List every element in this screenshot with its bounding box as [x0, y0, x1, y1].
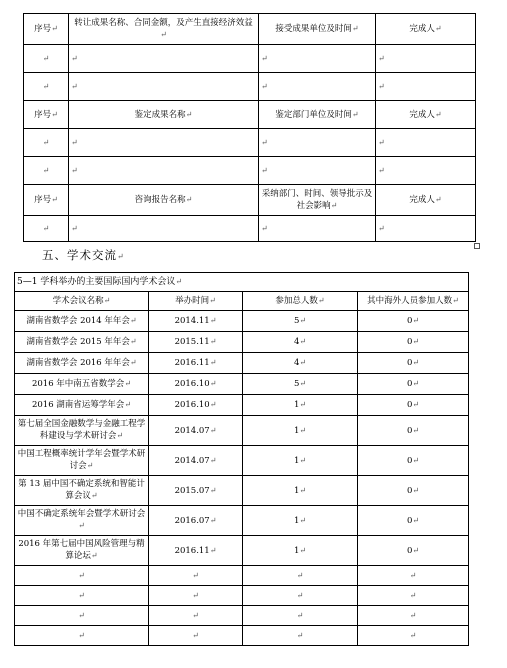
column-header: 其中海外人员参加人数↵ [358, 292, 469, 311]
empty-cell[interactable]: ↵ [358, 566, 469, 586]
table-cell-total[interactable]: 1↵ [243, 416, 358, 446]
table-row [15, 353, 469, 374]
empty-cell[interactable]: ↵ [243, 606, 358, 626]
table-cell-overseas[interactable]: 0↵ [358, 395, 469, 416]
table-row [15, 374, 469, 395]
table-cell-total[interactable]: 5↵ [243, 311, 358, 332]
empty-cell[interactable]: ↵ [376, 129, 476, 157]
column-header-row [15, 292, 469, 311]
empty-row [15, 566, 469, 586]
table-row [15, 332, 469, 353]
consult-header-row [24, 185, 476, 216]
header-cell: 咨询报告名称↵ [69, 185, 259, 216]
table-cell-time[interactable]: 2016.11↵ [149, 536, 243, 566]
conference-table [14, 272, 469, 646]
empty-cell[interactable]: ↵ [24, 73, 69, 101]
empty-cell[interactable]: ↵ [149, 586, 243, 606]
table-title-row [15, 273, 469, 292]
header-cell: 序号↵ [24, 101, 69, 129]
table-cell-time[interactable]: 2016.07↵ [149, 506, 243, 536]
empty-cell[interactable]: ↵ [259, 73, 376, 101]
table-cell-overseas[interactable]: 0↵ [358, 476, 469, 506]
table-cell-overseas[interactable]: 0↵ [358, 446, 469, 476]
empty-cell[interactable]: ↵ [24, 45, 69, 73]
empty-cell[interactable]: ↵ [69, 73, 259, 101]
column-header: 学术会议名称↵ [15, 292, 149, 311]
header-cell: 转让成果名称、合同金额，及产生直接经济效益↵ [69, 14, 259, 45]
table-cell-time[interactable]: 2014.07↵ [149, 416, 243, 446]
table-title: 5—1 学科举办的主要国际国内学术会议↵ [15, 273, 469, 292]
empty-cell[interactable]: ↵ [24, 157, 69, 185]
empty-cell[interactable]: ↵ [259, 129, 376, 157]
empty-cell[interactable]: ↵ [243, 566, 358, 586]
table-row [15, 416, 469, 446]
empty-cell[interactable]: ↵ [69, 157, 259, 185]
table-row [15, 476, 469, 506]
table-cell-name[interactable]: 2016 年第七届中国风险管理与精算论坛↵ [15, 536, 149, 566]
table-cell-time[interactable]: 2014.07↵ [149, 446, 243, 476]
empty-row [24, 45, 476, 73]
achievements-table [23, 13, 476, 242]
empty-cell[interactable]: ↵ [243, 586, 358, 606]
table-row [15, 395, 469, 416]
table-cell-name[interactable]: 湖南省数学会 2016 年年会↵ [15, 353, 149, 374]
table-cell-overseas[interactable]: 0↵ [358, 416, 469, 446]
table-cell-overseas[interactable]: 0↵ [358, 536, 469, 566]
table-cell-time[interactable]: 2015.11↵ [149, 332, 243, 353]
empty-row [24, 129, 476, 157]
header-cell: 鉴定部门单位及时间↵ [259, 101, 376, 129]
table-cell-total[interactable]: 4↵ [243, 353, 358, 374]
empty-row [15, 586, 469, 606]
table-cell-overseas[interactable]: 0↵ [358, 353, 469, 374]
header-cell: 序号↵ [24, 14, 69, 45]
table-cell-time[interactable]: 2016.10↵ [149, 374, 243, 395]
transfer-header-row [24, 14, 476, 45]
table-row [15, 311, 469, 332]
empty-cell[interactable]: ↵ [259, 216, 376, 242]
empty-cell[interactable]: ↵ [24, 216, 69, 242]
empty-cell[interactable]: ↵ [69, 129, 259, 157]
empty-cell[interactable]: ↵ [149, 566, 243, 586]
empty-row [15, 606, 469, 626]
empty-row [24, 157, 476, 185]
table-cell-total[interactable]: 1↵ [243, 506, 358, 536]
table-cell-total[interactable]: 5↵ [243, 374, 358, 395]
table-cell-name[interactable]: 2016 湖南省运筹学年会↵ [15, 395, 149, 416]
empty-cell[interactable]: ↵ [358, 606, 469, 626]
empty-cell[interactable]: ↵ [376, 45, 476, 73]
empty-row [15, 626, 469, 646]
table-cell-overseas[interactable]: 0↵ [358, 506, 469, 536]
table-cell-total[interactable]: 1↵ [243, 395, 358, 416]
header-cell: 接受成果单位及时间↵ [259, 14, 376, 45]
table-cell-name[interactable]: 中国工程概率统计学年会暨学术研讨会↵ [15, 446, 149, 476]
table-cell-total[interactable]: 1↵ [243, 476, 358, 506]
table-cell-name[interactable]: 湖南省数学会 2014 年年会↵ [15, 311, 149, 332]
empty-cell[interactable]: ↵ [24, 129, 69, 157]
table-cell-name[interactable]: 第七届全国金融数学与金融工程学科建设与学术研讨会↵ [15, 416, 149, 446]
empty-cell[interactable]: ↵ [259, 157, 376, 185]
table-row [15, 446, 469, 476]
table-cell-overseas[interactable]: 0↵ [358, 374, 469, 395]
empty-cell[interactable]: ↵ [15, 566, 149, 586]
table-cell-total[interactable]: 1↵ [243, 536, 358, 566]
table-cell-overseas[interactable]: 0↵ [358, 311, 469, 332]
column-header: 举办时间↵ [149, 292, 243, 311]
section-heading: 五、学术交流↵ [42, 248, 125, 262]
table-cell-name[interactable]: 第 13 届中国不确定系统和智能计算会议↵ [15, 476, 149, 506]
table-cell-overseas[interactable]: 0↵ [358, 332, 469, 353]
empty-cell[interactable]: ↵ [15, 606, 149, 626]
table-cell-time[interactable]: 2014.11↵ [149, 311, 243, 332]
table-row [15, 536, 469, 566]
empty-cell[interactable]: ↵ [69, 45, 259, 73]
empty-cell[interactable]: ↵ [376, 73, 476, 101]
table-cell-name[interactable]: 中国不确定系统年会暨学术研讨会↵ [15, 506, 149, 536]
empty-cell[interactable]: ↵ [358, 586, 469, 606]
header-cell: 完成人↵ [376, 185, 476, 216]
table-cell-name[interactable]: 湖南省数学会 2015 年年会↵ [15, 332, 149, 353]
empty-cell[interactable]: ↵ [243, 626, 358, 646]
empty-row [24, 73, 476, 101]
table-cell-total[interactable]: 1↵ [243, 446, 358, 476]
table-cell-time[interactable]: 2016.10↵ [149, 395, 243, 416]
empty-cell[interactable]: ↵ [15, 586, 149, 606]
empty-row [24, 216, 476, 242]
header-cell: 序号↵ [24, 185, 69, 216]
empty-cell[interactable]: ↵ [358, 626, 469, 646]
header-cell: 完成人↵ [376, 14, 476, 45]
empty-cell[interactable]: ↵ [259, 45, 376, 73]
table-row [15, 506, 469, 536]
header-cell: 鉴定成果名称↵ [69, 101, 259, 129]
table-cell-total[interactable]: 4↵ [243, 332, 358, 353]
empty-cell[interactable]: ↵ [376, 216, 476, 242]
column-header: 参加总人数↵ [243, 292, 358, 311]
empty-cell[interactable]: ↵ [15, 626, 149, 646]
empty-cell[interactable]: ↵ [376, 157, 476, 185]
empty-cell[interactable]: ↵ [149, 606, 243, 626]
table-cell-time[interactable]: 2015.07↵ [149, 476, 243, 506]
table-resize-handle[interactable] [474, 243, 480, 249]
appraisal-header-row [24, 101, 476, 129]
empty-cell[interactable]: ↵ [69, 216, 259, 242]
header-cell: 采纳部门、时间、领导批示及社会影响↵ [259, 185, 376, 216]
table-cell-time[interactable]: 2016.11↵ [149, 353, 243, 374]
table-cell-name[interactable]: 2016 年中南五省数学会↵ [15, 374, 149, 395]
empty-cell[interactable]: ↵ [149, 626, 243, 646]
header-cell: 完成人↵ [376, 101, 476, 129]
